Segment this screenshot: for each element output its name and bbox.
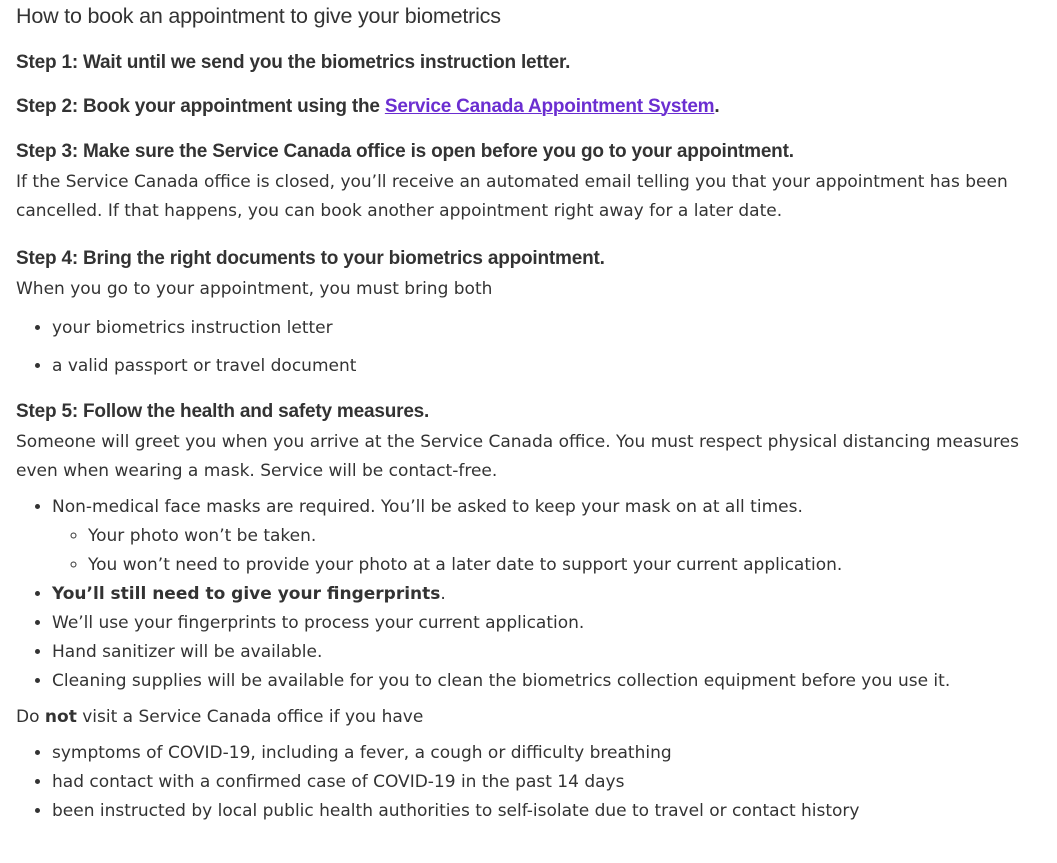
list-item: • been instructed by local public health authorities to self-isolate due to travel or contact history	[52, 797, 1057, 826]
step-3-body: If the Service Canada office is closed, you’ll receive an automated email telling you that your appointment has been cancelled. If that happens, you can book another appointment right away for a later date.	[16, 172, 1008, 221]
list-item: ◦ Your photo won’t be taken.	[88, 522, 1057, 551]
safety-measures-list	[16, 493, 1057, 696]
step-5-heading: Step 5: Follow the health and safety measures.	[16, 401, 430, 422]
do-not-bold: not	[44, 707, 77, 727]
step-4-heading: Step 4: Bring the right documents to your biometrics appointment.	[16, 248, 605, 269]
do-not-prefix: Do	[16, 707, 45, 727]
step-3-heading: Step 3: Make sure the Service Canada office is open before you go to your appointment.	[16, 141, 794, 162]
list-item	[52, 493, 1057, 580]
step-5-intro: Someone will greet you when you arrive at the Service Canada office. You must respect physical distancing measures even when wearing a mask. Service will be contact-free.	[16, 432, 1019, 481]
list-item: • We’ll use your fingerprints to process your current application.	[52, 609, 1057, 638]
list-item: • your biometrics instruction letter	[52, 314, 1057, 343]
page-title: How to book an appointment to give your biometrics	[16, 4, 501, 28]
fingerprints-bold: You’ll still need to give your fingerprints	[52, 584, 441, 604]
step-1-heading: Step 1: Wait until we send you the biometrics instruction letter.	[16, 52, 571, 73]
documents-list	[16, 314, 1057, 381]
list-item: ◦ You won’t need to provide your photo at a later date to support your current application.	[88, 551, 1057, 580]
service-canada-appointment-link[interactable]: Service Canada Appointment System	[384, 96, 715, 117]
mask-item-text: Non-medical face masks are required. You’ll be asked to keep your mask on at all times.	[52, 497, 803, 517]
list-item: • Hand sanitizer will be available.	[52, 638, 1057, 667]
fingerprints-suffix: .	[440, 584, 446, 604]
step-2-heading	[16, 94, 1057, 120]
list-item: • a valid passport or travel document	[52, 352, 1057, 381]
mask-sublist	[52, 522, 1057, 580]
list-item	[52, 580, 1057, 609]
step-2-prefix: Step 2: Book your appointment using the	[16, 96, 385, 117]
list-item: • had contact with a confirmed case of COVID-19 in the past 14 days	[52, 768, 1057, 797]
step-2-suffix: .	[714, 96, 720, 117]
list-item: • Cleaning supplies will be available for you to clean the biometrics collection equipment before you use it.	[52, 667, 1057, 696]
covid-list	[16, 739, 1057, 826]
do-not-intro	[16, 703, 1057, 732]
list-item: • symptoms of COVID-19, including a fever, a cough or difficulty breathing	[52, 739, 1057, 768]
step-4-intro: When you go to your appointment, you must bring both	[16, 279, 493, 299]
do-not-suffix: visit a Service Canada office if you have	[76, 707, 424, 727]
